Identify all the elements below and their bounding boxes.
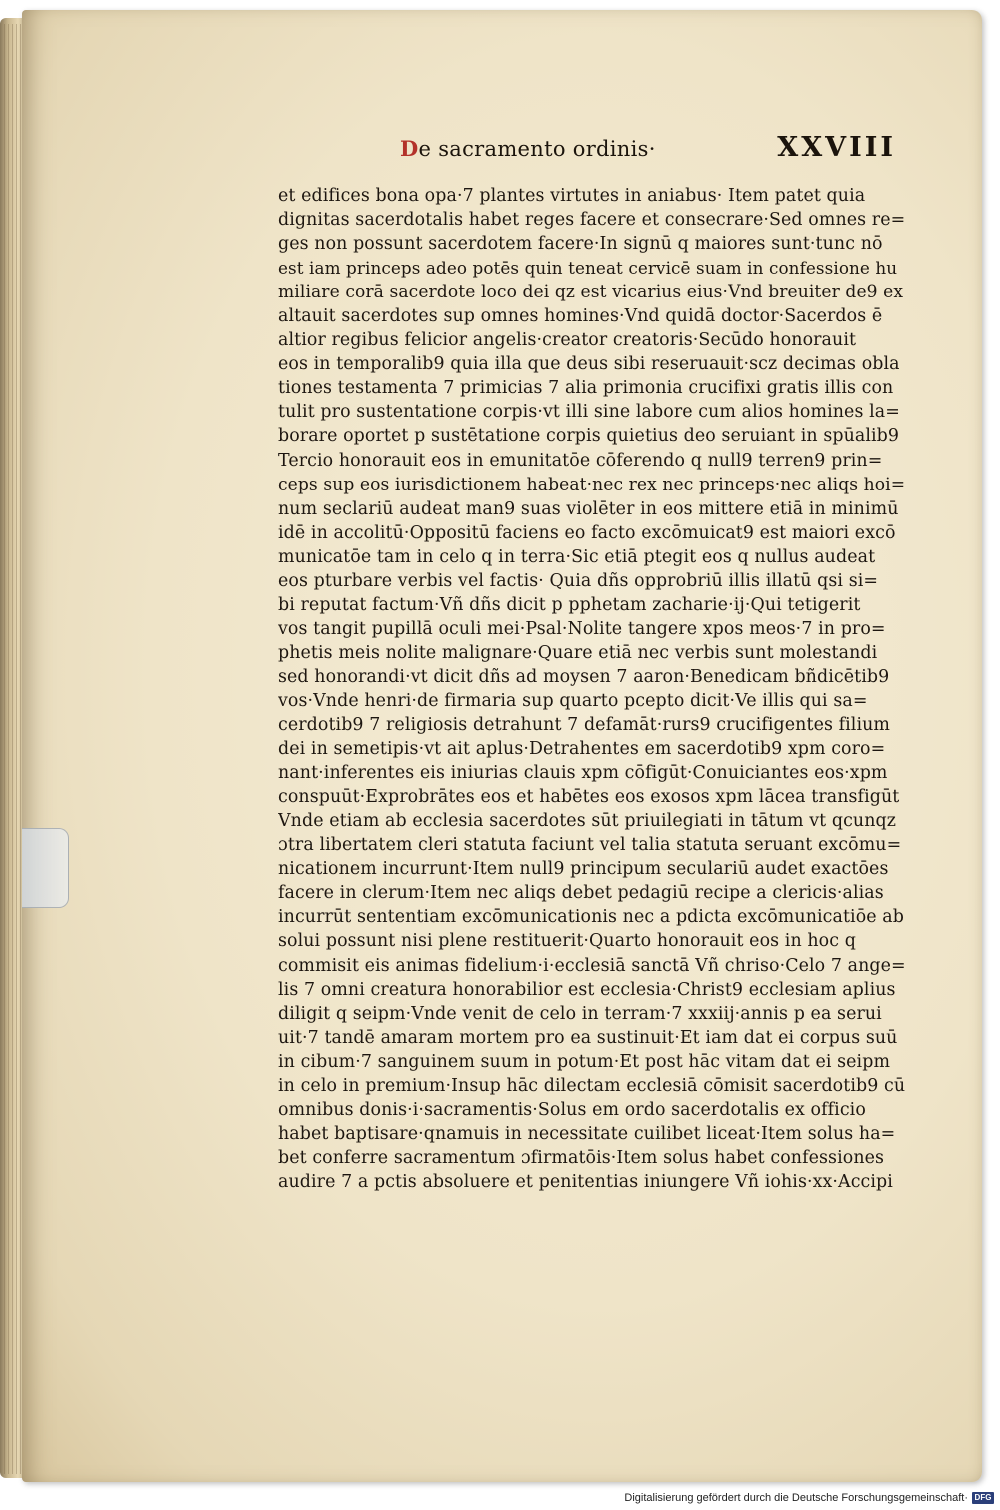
text-line: in celo in premium·Insup hāc dilectam ecclesiā cōmisit sacerdotib9 cū [278,1075,906,1096]
text-line: nicationem incurrunt·Item null9 principum seculariū audet exactōes [278,859,889,880]
digitization-footer [624,1490,994,1506]
folio-number: XXVIII [777,132,896,163]
text-line: Tercio honorauit eos in emunitatōe cōferendo q null9 terren9 prin= [278,450,883,471]
text-line: ges non possunt sacerdotem facere·In signū q maiores sunt·tunc nō [278,234,883,255]
text-line: in cibum·7 sanguinem suum in potum·Et post hāc vitam dat ei seipm [278,1051,891,1072]
text-line: idē in accolitū·Oppositū faciens eo facto excōmuicat9 est maiori excō [278,522,896,543]
text-line: miliare corā sacerdote loco dei qz est vicarius eius·Vnd breuiter de9 ex [278,282,904,303]
text-column [278,184,908,1194]
text-line: uit·7 tandē amaram mortem pro ea sustinuit·Et iam dat ei corpus suū [278,1027,898,1048]
text-line: lis 7 omni creatura honorabilior est ecclesia·Christ9 ecclesiam aplius [278,979,896,1000]
text-line: sed honorandi·vt dicit dñs ad moysen 7 aaron·Benedicam bñdicētib9 [278,666,890,687]
text-line: phetis meis nolite malignare·Quare etiā nec verbis sunt molestandi [278,642,878,663]
text-line: vos tangit pupillā oculi mei·Psal·Nolite tangere xpos meos·7 in pro= [278,618,886,639]
page-clip [22,828,69,908]
text-line: audire 7 a pctis absoluere et penitentias iniungere Vñ iohis·xx·Accipi [278,1171,893,1192]
text-line: num seclariū audeat man9 suas violēter in eos mittere etiā in minimū [278,498,899,519]
text-line: ceps sup eos iurisdictionem habeat·nec rex nec princeps·nec aliqs hoi= [278,474,906,495]
text-line: altauit sacerdotes sup omnes homines·Vnd quidā doctor·Sacerdos ē [278,306,883,327]
page-header [390,132,910,172]
text-line: borare oportet p sustētatione corpis quietius deo seruiant in spūalib9 [278,426,900,447]
text-line: ɔtra libertatem cleri statuta faciunt vel talia statuta seruant excōmu= [278,835,902,856]
text-line: solui possunt nisi plene restituerit·Quarto honorauit eos in hoc q [278,931,856,952]
red-initial: D [400,136,419,161]
text-line: altior regibus felicior angelis·creator creatoris·Secūdo honorauit [278,330,857,351]
text-line: omnibus donis·i·sacramentis·Solus em ordo sacerdotalis ex officio [278,1099,866,1120]
text-line: dei in semetipis·vt ait aplus·Detrahentes em sacerdotib9 xpm coro= [278,739,886,760]
text-line: incurrūt sententiam excōmunicationis nec a pdicta excōmunicatiōe ab [278,907,905,928]
text-line: bi reputat factum·Vñ dñs dicit p pphetam zacharie·ij·Qui tetigerit [278,594,861,615]
text-line: habet baptisare·qnamuis in necessitate cuilibet liceat·Item solus ha= [278,1123,896,1144]
footer-credit: Digitalisierung gefördert durch die Deutsche Forschungsgemeinschaft· [624,1492,968,1504]
dfg-logo-icon: DFG [972,1492,994,1504]
text-line: et edifices bona opa·7 plantes virtutes in aniabus· Item patet quia [278,186,866,206]
text-line: est iam princeps adeo potēs quin teneat cervicē suam in confessione hu [278,258,898,279]
text-line: cerdotib9 7 religiosis detrahunt 7 defamāt·rurs9 crucifigentes filium [278,715,891,736]
text-line: bet conferre sacramentum ɔfirmatōis·Item solus habet confessiones [278,1147,885,1168]
text-line: municatōe tam in celo q in terra·Sic etiā ptegit eos q nullus audeat [278,546,876,567]
text-line: nant·inferentes eis iniurias clauis xpm cōfigūt·Conuiciantes eos·xpm [278,763,888,784]
text-line: tiones testamenta 7 primicias 7 alia primonia crucifixi gratis illis con [278,378,894,399]
running-title [400,136,656,161]
text-line: dignitas sacerdotalis habet reges facere et consecrare·Sed omnes re= [278,210,906,231]
text-line: commisit eis animas fidelium·i·ecclesiā sanctā Vñ chriso·Celo 7 ange= [278,955,906,976]
text-line: diligit q seipm·Vnde venit de celo in terram·7 xxxiij·annis p ea serui [278,1003,882,1024]
text-line: tulit pro sustentatione corpis·vt illi sine labore cum alios homines la= [278,402,900,423]
text-line: eos pturbare verbis vel factis· Quia dñs opprobriū illis illatū qsi si= [278,570,879,591]
text-line: conspuūt·Exprobrātes eos et habētes eos exosos xpm lācea transfigūt [278,787,900,808]
text-line: facere in clerum·Item nec aliqs debet pedagiū recipe a clericis·alias [278,883,884,904]
text-line: Vnde etiam ab ecclesia sacerdotes sūt priuilegiati in tātum vt qcunqz [278,811,897,832]
text-line: vos·Vnde henri·de firmaria sup quarto pcepto dicit·Ve illis qui sa= [278,690,868,711]
text-line: eos in temporalib9 quia illa que deus sibi reseruauit·scz decimas obla [278,354,900,375]
running-title-text: e sacramento ordinis· [418,137,656,161]
